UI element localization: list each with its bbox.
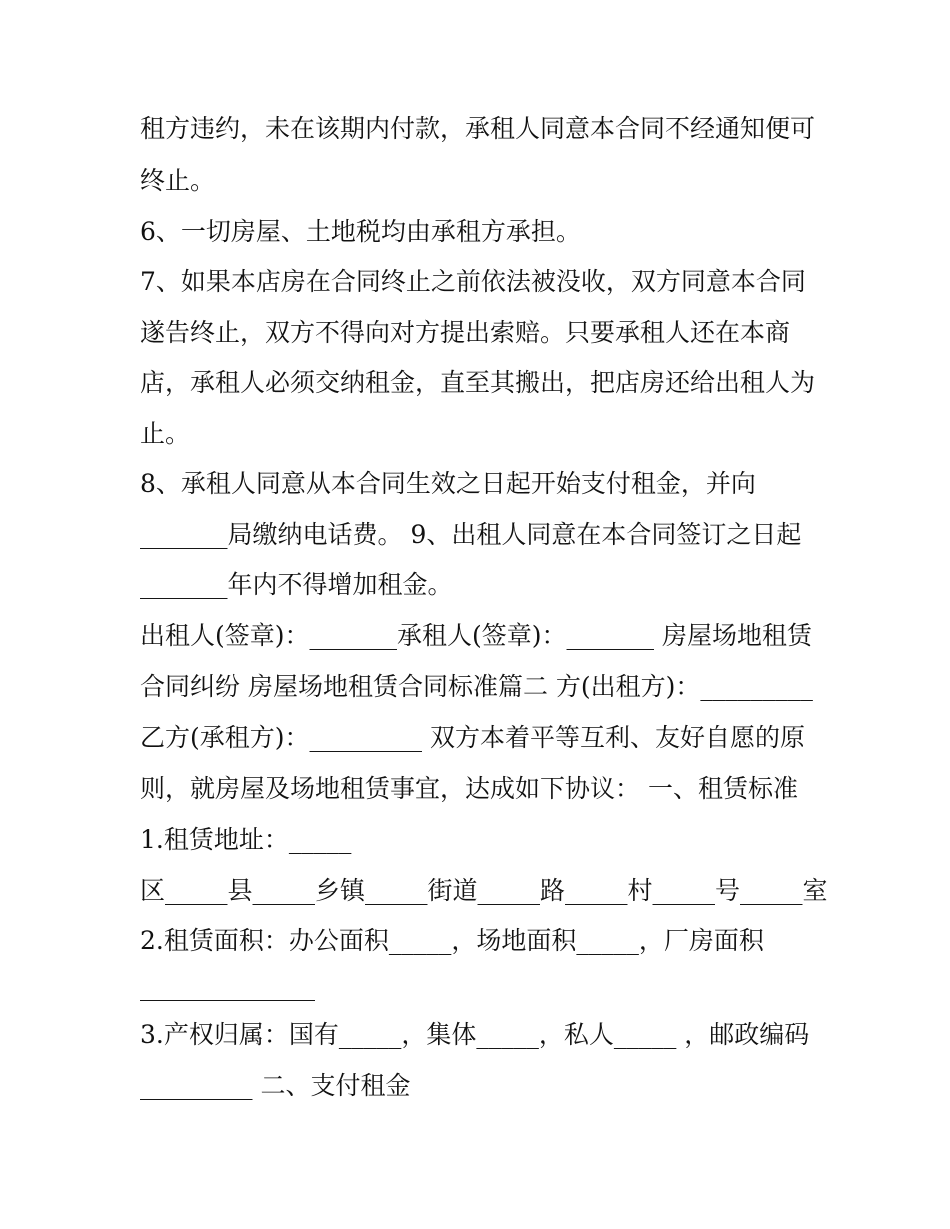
text-line: 店，承租人必须交纳租金，直至其搬出，把店房还给出租人为: [140, 368, 816, 397]
text-line: 乙方(承租方)：_________ 双方本着平等互利、友好自愿的原: [140, 723, 805, 752]
text-line: 终止。: [140, 166, 216, 195]
text-line: 8、承租人同意从本合同生效之日起开始支付租金，并向: [140, 469, 756, 498]
text-line: 出租人(签章)：_______承租人(签章)：_______ 房屋场地租赁: [140, 621, 812, 650]
text-line: 6、一切房屋、土地税均由承租方承担。: [140, 217, 581, 246]
text-line: 则，就房屋及场地租赁事宜，达成如下协议： 一、租赁标准: [140, 774, 798, 803]
text-line: 合同纠纷 房屋场地租赁合同标准篇二 方(出租方)：_________: [140, 672, 813, 701]
text-line: 3.产权归属：国有_____，集体_____，私人_____ ，邮政编码: [140, 1020, 810, 1049]
text-line: ______________: [140, 972, 315, 1001]
text-line: _________ 二、支付租金: [140, 1071, 411, 1100]
text-line: 止。: [140, 419, 191, 448]
text-line: 遂告终止，双方不得向对方提出索赔。只要承租人还在本商: [140, 318, 791, 347]
text-line: 2.租赁面积：办公面积_____，场地面积_____，厂房面积: [140, 926, 764, 955]
text-line: 区_____县_____乡镇_____街道_____路_____村_____号_____室: [140, 876, 828, 905]
text-line: _______年内不得增加租金。: [140, 570, 453, 599]
text-line: 1.租赁地址：_____: [140, 825, 352, 854]
text-line: 7、如果本店房在合同终止之前依法被没收，双方同意本合同: [140, 267, 806, 296]
text-line: 租方违约，未在该期内付款，承租人同意本合同不经通知便可: [140, 114, 816, 143]
text-line: _______局缴纳电话费。 9、出租人同意在本合同签订之日起: [140, 520, 802, 549]
